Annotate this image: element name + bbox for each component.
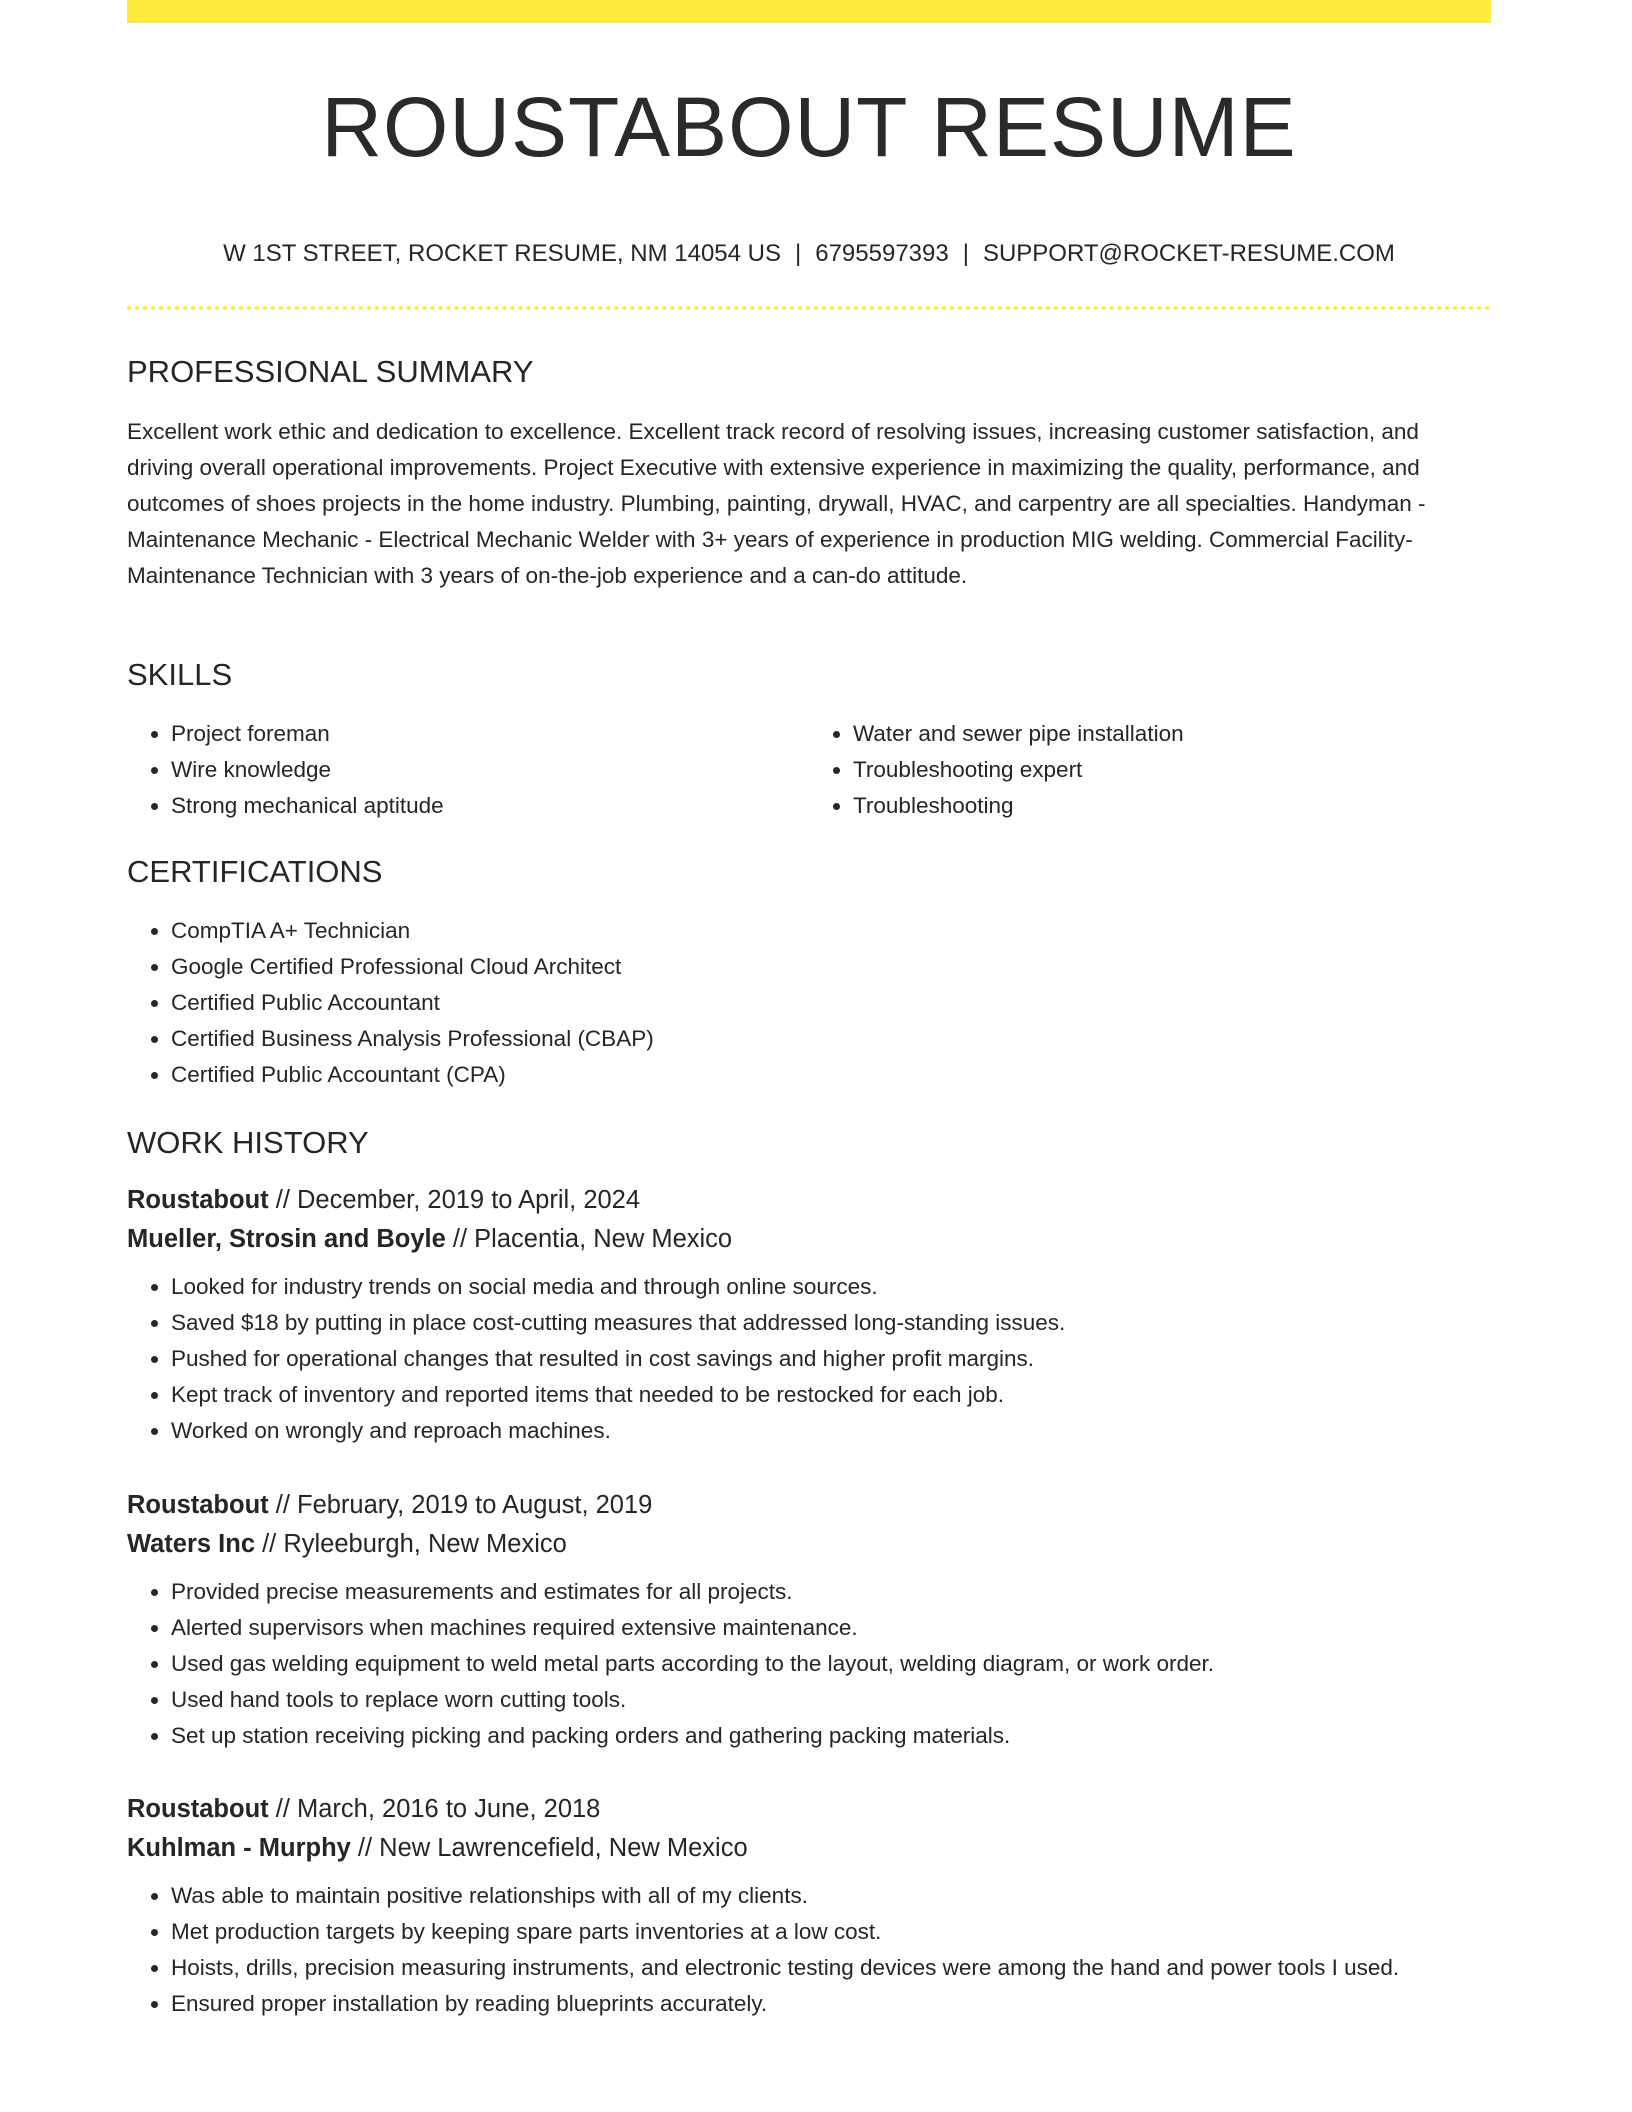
skills-grid <box>127 716 1491 824</box>
skill-item: • Troubleshooting expert <box>853 752 1491 788</box>
summary-text: Excellent work ethic and dedication to excellence. Excellent track record of resolving issues, increasing customer satisfaction, and driving overall operational improvements. Project Executive with extensive experience in maximizing the quality, performance, and outcomes of shoes projects in the home industry. Plumbing, painting, drywall, HVAC, and carpentry are all specialties. Handyman - Maintenance Mechanic - Electrical Mechanic Welder with 3+ years of experience in production MIG welding. Commercial Facility-Maintenance Technician with 3 years of on-the-job experience and a can-do attitude. <box>127 419 1426 588</box>
job-bullet: • Set up station receiving picking and packing orders and gathering packing materials. <box>171 1718 1491 1754</box>
skill-item: • Strong mechanical aptitude <box>171 788 809 824</box>
job-dates: // March, 2016 to June, 2018 <box>268 1795 601 1823</box>
job-company-line <box>127 1829 1491 1868</box>
work-history-section <box>127 1127 1491 1158</box>
job-bullet: • Provided precise measurements and estimates for all projects. <box>171 1574 1491 1610</box>
work-history-heading: WORK HISTORY <box>127 1125 369 1160</box>
job-title: Roustabout <box>127 1186 269 1214</box>
job-bullets <box>127 1269 1491 1449</box>
certifications-heading: CERTIFICATIONS <box>127 854 383 889</box>
job-bullet: • Pushed for operational changes that resulted in cost savings and higher profit margins. <box>171 1341 1491 1377</box>
contact-email: SUPPORT@ROCKET-RESUME.COM <box>982 240 1395 267</box>
certification-item: • Certified Public Accountant <box>171 985 1491 1021</box>
job-title-line <box>127 1486 1491 1525</box>
job-company: Waters Inc <box>127 1530 256 1558</box>
skills-section <box>127 659 1491 824</box>
job-dates: // December, 2019 to April, 2024 <box>268 1186 641 1214</box>
job-company: Kuhlman - Murphy <box>127 1834 351 1862</box>
summary-section <box>127 356 1491 594</box>
dotted-divider <box>127 306 1491 310</box>
contact-address: W 1ST STREET, ROCKET RESUME, NM 14054 US <box>223 240 781 267</box>
job-bullet: • Used hand tools to replace worn cutting tools. <box>171 1682 1491 1718</box>
job-entry <box>127 1486 1491 1754</box>
resume-page <box>127 0 1491 2016</box>
resume-title: ROUSTABOUT RESUME <box>321 80 1297 174</box>
job-bullet: • Looked for industry trends on social media and through online sources. <box>171 1269 1491 1305</box>
job-title: Roustabout <box>127 1491 269 1519</box>
job-title: Roustabout <box>127 1795 269 1823</box>
skill-item: • Troubleshooting <box>853 788 1491 824</box>
skills-heading: SKILLS <box>127 657 233 692</box>
contact-separator: | <box>962 240 969 267</box>
job-location: // Ryleeburgh, New Mexico <box>255 1530 567 1558</box>
skills-list-left <box>127 716 809 824</box>
skill-item: • Water and sewer pipe installation <box>853 716 1491 752</box>
job-company: Mueller, Strosin and Boyle <box>127 1225 446 1253</box>
job-bullet: • Ensured proper installation by reading blueprints accurately. <box>171 1986 1491 2022</box>
job-entry <box>127 1790 1491 2022</box>
job-bullet: • Worked on wrongly and reproach machines. <box>171 1413 1491 1449</box>
job-bullet: • Used gas welding equipment to weld metal parts according to the layout, welding diagram, or work order. <box>171 1646 1491 1682</box>
job-bullets <box>127 1878 1491 2022</box>
summary-heading: PROFESSIONAL SUMMARY <box>127 354 534 389</box>
job-dates: // February, 2019 to August, 2019 <box>268 1491 653 1519</box>
contact-separator: | <box>795 240 802 267</box>
job-bullet: • Saved $18 by putting in place cost-cutting measures that addressed long-standing issues. <box>171 1305 1491 1341</box>
skills-list-right <box>809 716 1491 824</box>
certification-item: • CompTIA A+ Technician <box>171 913 1491 949</box>
accent-top-bar <box>127 0 1491 23</box>
certification-item: • Certified Business Analysis Professional (CBAP) <box>171 1021 1491 1057</box>
job-location: // New Lawrencefield, New Mexico <box>350 1834 748 1862</box>
job-bullet: • Met production targets by keeping spare parts inventories at a low cost. <box>171 1914 1491 1950</box>
job-bullet: • Kept track of inventory and reported items that needed to be restocked for each job. <box>171 1377 1491 1413</box>
job-bullet: • Alerted supervisors when machines required extensive maintenance. <box>171 1610 1491 1646</box>
certifications-list <box>127 913 1491 1093</box>
contact-phone: 6795597393 <box>815 240 949 267</box>
job-bullets <box>127 1574 1491 1754</box>
job-entry <box>127 1181 1491 1449</box>
job-company-line <box>127 1525 1491 1564</box>
job-bullet: • Was able to maintain positive relationships with all of my clients. <box>171 1878 1491 1914</box>
certification-item: • Google Certified Professional Cloud Architect <box>171 949 1491 985</box>
job-location: // Placentia, New Mexico <box>445 1225 733 1253</box>
certification-item: • Certified Public Accountant (CPA) <box>171 1057 1491 1093</box>
job-bullet: • Hoists, drills, precision measuring instruments, and electronic testing devices were among the hand and power tools I used. <box>171 1950 1491 1986</box>
skill-item: • Project foreman <box>171 716 809 752</box>
contact-line <box>127 242 1491 266</box>
skill-item: • Wire knowledge <box>171 752 809 788</box>
certifications-section <box>127 856 1491 1093</box>
job-title-line <box>127 1790 1491 1829</box>
job-company-line <box>127 1220 1491 1259</box>
job-title-line <box>127 1181 1491 1220</box>
